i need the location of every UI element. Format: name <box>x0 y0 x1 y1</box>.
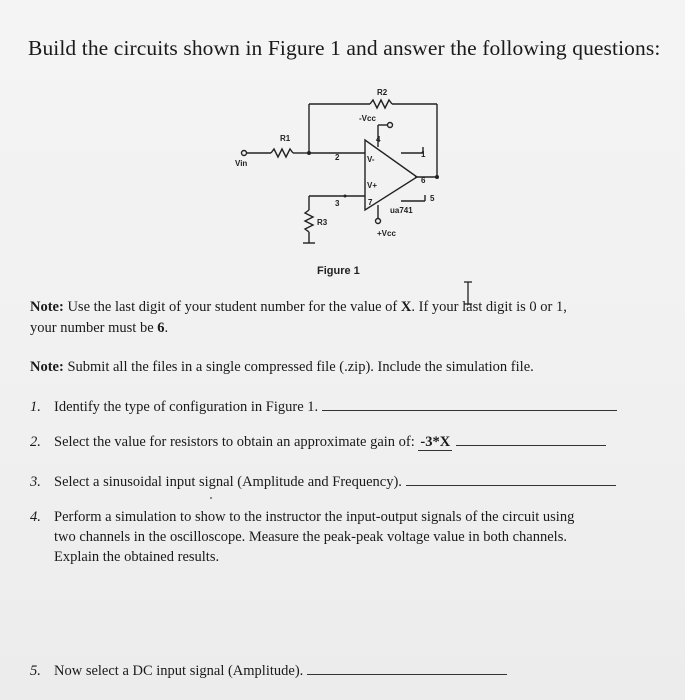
vin-terminal <box>242 151 247 156</box>
page-heading: Build the circuits shown in Figure 1 and answer the following questions: <box>28 36 661 60</box>
question-2 <box>30 432 606 452</box>
r1-label: R1 <box>280 134 291 143</box>
question-number: 3. <box>30 474 41 490</box>
question-text-line-1: Perform a simulation to show to the instructor the input-output signals of the circuit using <box>54 509 575 525</box>
r3-label: R3 <box>317 218 328 227</box>
gain-value: -3*X <box>420 434 451 450</box>
pin-4-label: 4 <box>376 135 381 144</box>
figure-caption: Figure 1 <box>317 265 360 277</box>
question-number: 4. <box>30 509 41 525</box>
answer-line <box>322 409 617 411</box>
r2-resistor <box>370 100 392 108</box>
r1-resistor <box>271 149 293 157</box>
pin-7-label: 7 <box>368 198 373 207</box>
op-amp-circuit-diagram <box>225 85 455 260</box>
pin-2-label: 2 <box>335 153 340 162</box>
vcc-pos-label: +Vcc <box>377 229 396 238</box>
v-plus-label: V+ <box>367 181 378 190</box>
question-3 <box>30 472 616 492</box>
question-5 <box>30 661 507 681</box>
question-number: 5. <box>30 663 41 679</box>
answer-line <box>307 673 507 675</box>
note-six-value: 6 <box>157 320 165 336</box>
question-text: Identify the type of configuration in Figure 1. <box>54 399 319 415</box>
question-number: 2. <box>30 434 41 450</box>
answer-line <box>406 484 616 486</box>
note-text-d: . <box>164 320 169 336</box>
note-submission-text: Submit all the files in a single compressed file (.zip). Include the simulation file. <box>63 359 534 375</box>
question-1 <box>30 397 617 417</box>
question-text: Select the value for resistors to obtain an approximate gain of: <box>54 434 415 450</box>
note-label: Note: <box>30 359 64 375</box>
vcc-neg-label: -Vcc <box>359 114 376 123</box>
vin-label: Vin <box>235 159 248 168</box>
note-submission <box>30 357 534 378</box>
note-student-number <box>30 297 567 339</box>
question-text-line-2: two channels in the oscilloscope. Measure the peak-peak voltage value in both channels. <box>54 529 567 545</box>
note-text-a: Use the last digit of your student number for the value of <box>63 299 401 315</box>
note-text-c: your number must be <box>30 320 158 336</box>
pin-1-label: 1 <box>421 150 426 159</box>
question-text: Select a sinusoidal input signal (Amplitude and Frequency). <box>54 474 402 490</box>
v-minus-label: V- <box>367 155 375 164</box>
op-amp-symbol <box>365 140 417 210</box>
r3-resistor <box>305 210 313 232</box>
question-text-line-3: Explain the obtained results. <box>54 549 220 565</box>
note-label: Note: <box>30 299 64 315</box>
pin-3-label: 3 <box>335 199 340 208</box>
pin-5-label: 5 <box>430 194 435 203</box>
question-number: 1. <box>30 399 41 415</box>
question-4 <box>30 507 670 567</box>
note-x-value: X <box>400 299 412 315</box>
r2-label: R2 <box>377 88 388 97</box>
question-text: Now select a DC input signal (Amplitude). <box>54 663 304 679</box>
opamp-model-label: ua741 <box>390 206 413 215</box>
pin-6-label: 6 <box>421 176 426 185</box>
answer-line <box>456 444 606 446</box>
stray-mark <box>210 497 212 499</box>
note-text-b: . If your last digit is 0 or 1, <box>411 299 567 315</box>
